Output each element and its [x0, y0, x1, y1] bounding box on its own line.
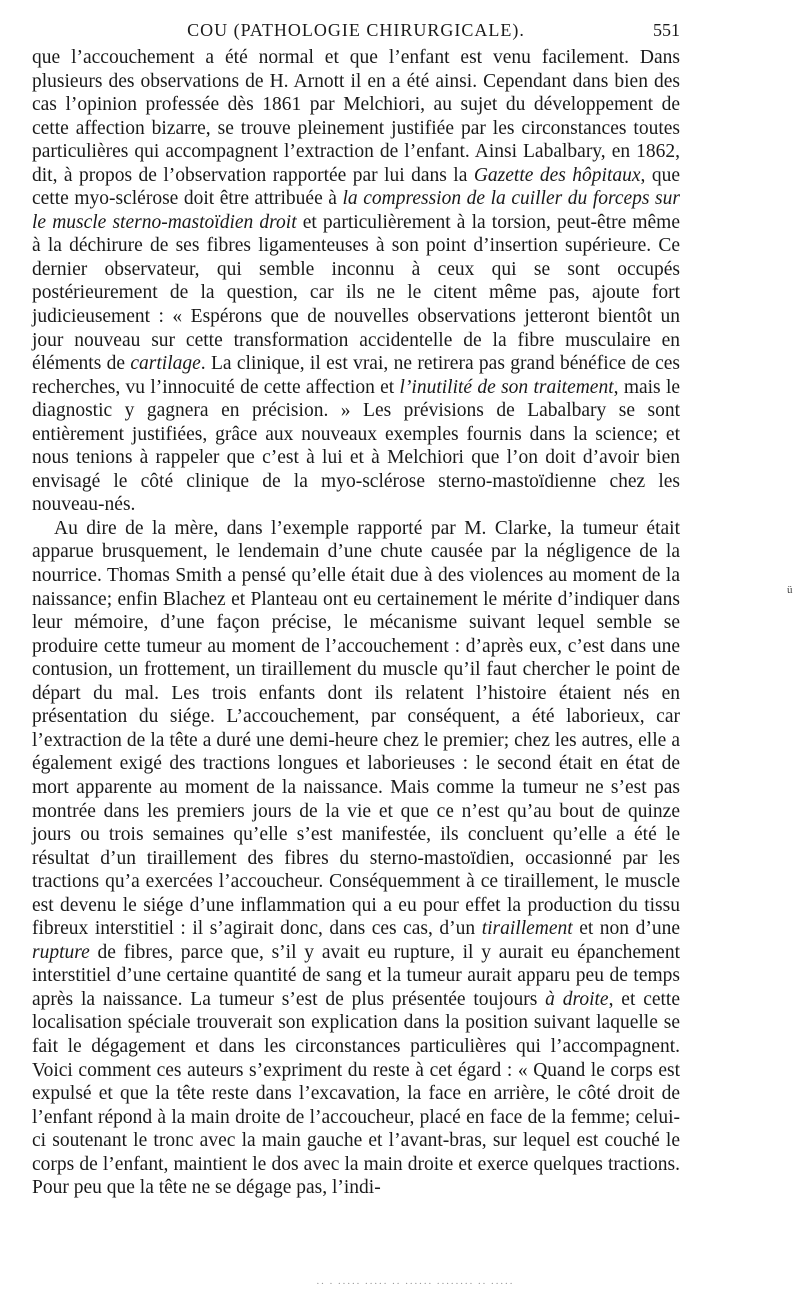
paragraph [32, 517, 680, 1200]
paragraph [32, 46, 680, 517]
text-run: et non d’une [572, 918, 680, 940]
text-run: Au dire de la mère, dans l’exemple rapporté par M. Clarke, la tumeur était apparue brusquement, le lendemain d’une chute causée par la négligence de la nourrice. Thomas Smith a pensé qu’elle était due à des violences au moment de la naissance; enfin Blachez et Planteau ont eu certainement le mérite d’indiquer dans leur mémoire, d’une façon précise, le mécanisme suivant lequel semble se produire cette tumeur au moment de l’accouchement : d’après eux, c’est dans une contusion, un frottement, un tiraillement du muscle qu’il faut chercher le point de départ du mal. Les trois enfants dont ils relatent l’histoire étaient nés en présentation du siége. L’accouchement, par conséquent, a été laborieux, car l’extraction de la tête a duré une demi-heure chez le premier; chez les autres, elle a également exigé des tractions longues et laborieuses : le second était en état de mort apparente au moment de la naissance. Mais comme la tumeur ne s’est pas montrée dans les premiers jours de la vie et que ce n’est qu’au bout de quinze jours ou trois semaines qu’elle s’est manifestée, ils concluent qu’elle a été le résultat d’un tiraillement des fibres du sterno-mastoïdien, occasionné par les tractions qu’a exercées l’accoucheur. Conséquemment à ce tiraillement, le muscle est devenu le siége d’une inflammation qui a eu pour effet la production du tissu fibreux interstitiel : il s’agirait donc, dans ces cas, d’un [32, 517, 680, 940]
text-run: , mais le diagnostic y gagnera en précision. » Les prévisions de Labalbary se sont entièrement justifiées, grâce aux nouveaux exemples fournis dans la science; et nous tenions à rappeler que c’est à lui et à Melchiori que l’on doit d’avoir bien envisagé le côté clinique de la myo-sclérose sterno-mastoïdienne chez les nouveau-nés. [32, 376, 681, 516]
text-run: de fibres, parce que, s’il y avait eu rupture, il y aurait eu épanchement interstitiel d’une certaine quantité de sang et la tumeur aurait apparu peu de temps après la naissance. La tumeur s’est de plus présentée toujours [32, 941, 680, 1010]
italic-run: à droite [545, 988, 609, 1010]
italic-run: rupture [32, 941, 90, 963]
page-number: 551 [653, 20, 680, 40]
bleed-through-text: ·· · ····· ····· ·· ······ ········ ·· ····· [316, 1278, 514, 1290]
text-run: , et cette localisation spéciale trouverait son explication dans la position suivant laquelle se fait le dégagement et dans les circonstances particulières qui l’accompagnent. Voici comment ces auteurs s’expriment du reste à cet égard : « Quand le corps est expulsé et que la tête reste dans l’excavation, la face en arrière, le côté droit de l’enfant répond à la main droite de l’accoucheur, placé en face de la femme; celui-ci soutenant le tronc avec la main gauche et l’avant-bras, sur lequel est couché le corps de l’enfant, maintient le dos avec la main droite et exerce quelques tractions. Pour peu que la tête ne se dégage pas, l’indi- [32, 988, 681, 1199]
text-run: et particulièrement à la torsion, peut-être même à la déchirure de ses fibres ligamenteuses à son point d’insertion supérieure. Ce dernier observateur, qui semble inconnu à ceux qui se sont occupés postérieurement de la question, car ils ne le citent même pas, ajoute fort judicieusement : « Espérons que de nouvelles observations jetteront bientôt un jour nouveau sur cette transformation accidentelle de la fibre musculaire en éléments de [32, 211, 680, 375]
header-title: COU (PATHOLOGIE CHIRURGICALE). [187, 20, 525, 40]
text-run: que l’accouchement a été normal et que l’enfant est venu facilement. Dans plusieurs des observations de H. Arnott il en a été ainsi. Cependant dans bien des cas l’opinion professée dès 1861 par Melchiori, au sujet du développement de cette affection bizarre, se trouve pleinement justifiée par les circonstances toutes particulières qui accompagnent l’extraction de l’enfant. Ainsi Labalbary, en 1862, dit, à propos de l’observation rapportée par lui dans la [32, 47, 680, 186]
text-run: . La clinique, il est vrai, ne retirera pas grand bénéfice de ces recherches, vu l’innocuité de cette affection et [32, 353, 680, 398]
italic-run: Gazette des hôpitaux [473, 164, 641, 186]
italic-run: la compression de la cuiller du forceps sur le muscle sterno-mastoïdien droit [32, 188, 680, 233]
italic-run: cartilage [130, 353, 201, 375]
italic-run: tiraillement [481, 918, 573, 940]
text-run: , que cette myo-sclérose doit être attribuée à [32, 164, 680, 210]
margin-mark: ü [787, 584, 793, 596]
italic-run: l’inutilité de son traitement [399, 376, 614, 398]
body-text [32, 46, 680, 1200]
